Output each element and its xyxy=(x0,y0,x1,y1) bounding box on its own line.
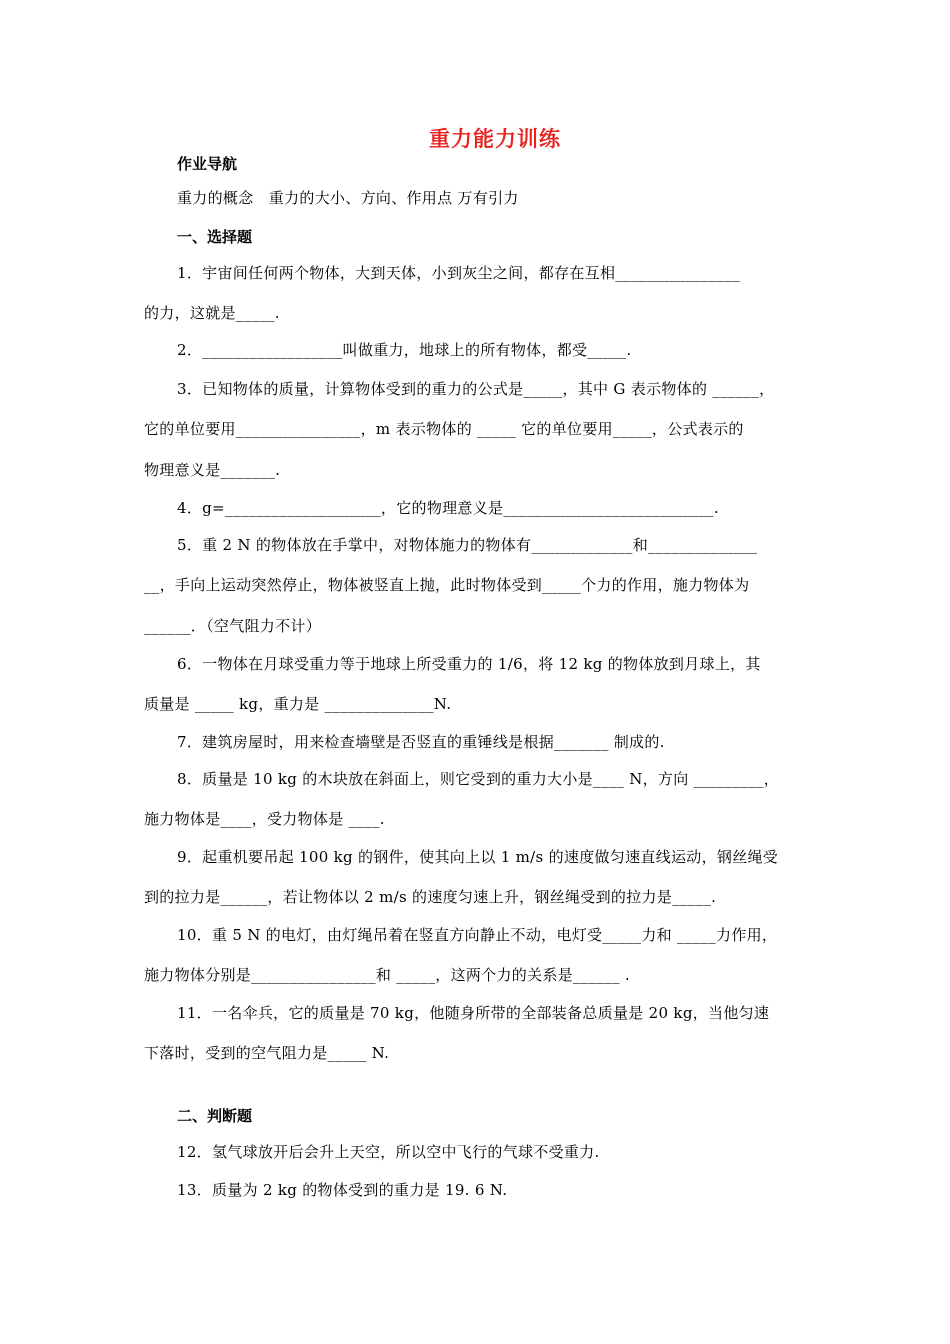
question-10-line-2: 施力物体分别是________________和 _____，这两个力的关系是______ . xyxy=(144,966,630,984)
question-3-line-3: 物理意义是_______. xyxy=(144,461,281,479)
question-3-line-1: 3．已知物体的质量，计算物体受到的重力的公式是_____，其中 G 表示物体的 ______， xyxy=(177,380,775,398)
question-4: 4．g=____________________，它的物理意义是___________________________. xyxy=(177,499,719,517)
question-9-line-2: 到的拉力是______，若让物体以 2 m/s 的速度匀速上升，钢丝绳受到的拉力是_____. xyxy=(144,888,717,906)
question-7: 7．建筑房屋时，用来检查墙壁是否竖直的重锤线是根据_______ 制成的. xyxy=(177,733,665,751)
question-12: 12．氢气球放开后会升上天空，所以空中飞行的气球不受重力. xyxy=(177,1143,600,1161)
nav-heading: 作业导航 xyxy=(177,155,238,173)
question-1-line-1: 1．宇宙间任何两个物体，大到天体，小到灰尘之间，都存在互相________________ xyxy=(177,264,741,282)
question-8-line-1: 8．质量是 10 kg 的木块放在斜面上，则它受到的重力大小是____ N，方向 _________， xyxy=(177,770,780,788)
question-6-line-2: 质量是 _____ kg，重力是 ______________N. xyxy=(144,695,452,713)
question-13: 13．质量为 2 kg 的物体受到的重力是 19. 6 N. xyxy=(177,1181,508,1199)
page-title: 重力能力训练 xyxy=(429,127,561,151)
question-6-line-1: 6．一物体在月球受重力等于地球上所受重力的 1/6，将 12 kg 的物体放到月球上，其 xyxy=(177,655,761,673)
question-1-line-2: 的力，这就是_____. xyxy=(144,304,280,322)
question-11-line-1: 11．一名伞兵，它的质量是 70 kg，他随身所带的全部装备总质量是 20 kg，当他匀速 xyxy=(177,1004,770,1022)
question-10-line-1: 10．重 5 N 的电灯，由灯绳吊着在竖直方向静止不动，电灯受_____力和 _____力作用， xyxy=(177,926,778,944)
question-3-line-2: 它的单位要用________________，m 表示物体的 _____ 它的单位要用_____，公式表示的 xyxy=(144,420,744,438)
section-heading-judgement: 二、判断题 xyxy=(177,1107,253,1125)
question-8-line-2: 施力物体是____，受力物体是 ____. xyxy=(144,810,385,828)
question-5-line-1: 5．重 2 N 的物体放在手掌中，对物体施力的物体有_____________和______________ xyxy=(177,536,758,554)
nav-text: 重力的概念 重力的大小、方向、作用点 万有引力 xyxy=(177,189,519,207)
question-11-line-2: 下落时，受到的空气阻力是_____ N. xyxy=(144,1044,390,1062)
question-9-line-1: 9．起重机要吊起 100 kg 的钢件，使其向上以 1 m/s 的速度做匀速直线运动，钢丝绳受 xyxy=(177,848,779,866)
question-5-line-3: ______．（空气阻力不计） xyxy=(144,617,322,635)
question-5-line-2: __，手向上运动突然停止，物体被竖直上抛，此时物体受到_____个力的作用，施力物体为 xyxy=(144,576,750,594)
question-2: 2．__________________叫做重力，地球上的所有物体，都受_____. xyxy=(177,341,632,359)
section-heading-choice: 一、选择题 xyxy=(177,228,253,246)
